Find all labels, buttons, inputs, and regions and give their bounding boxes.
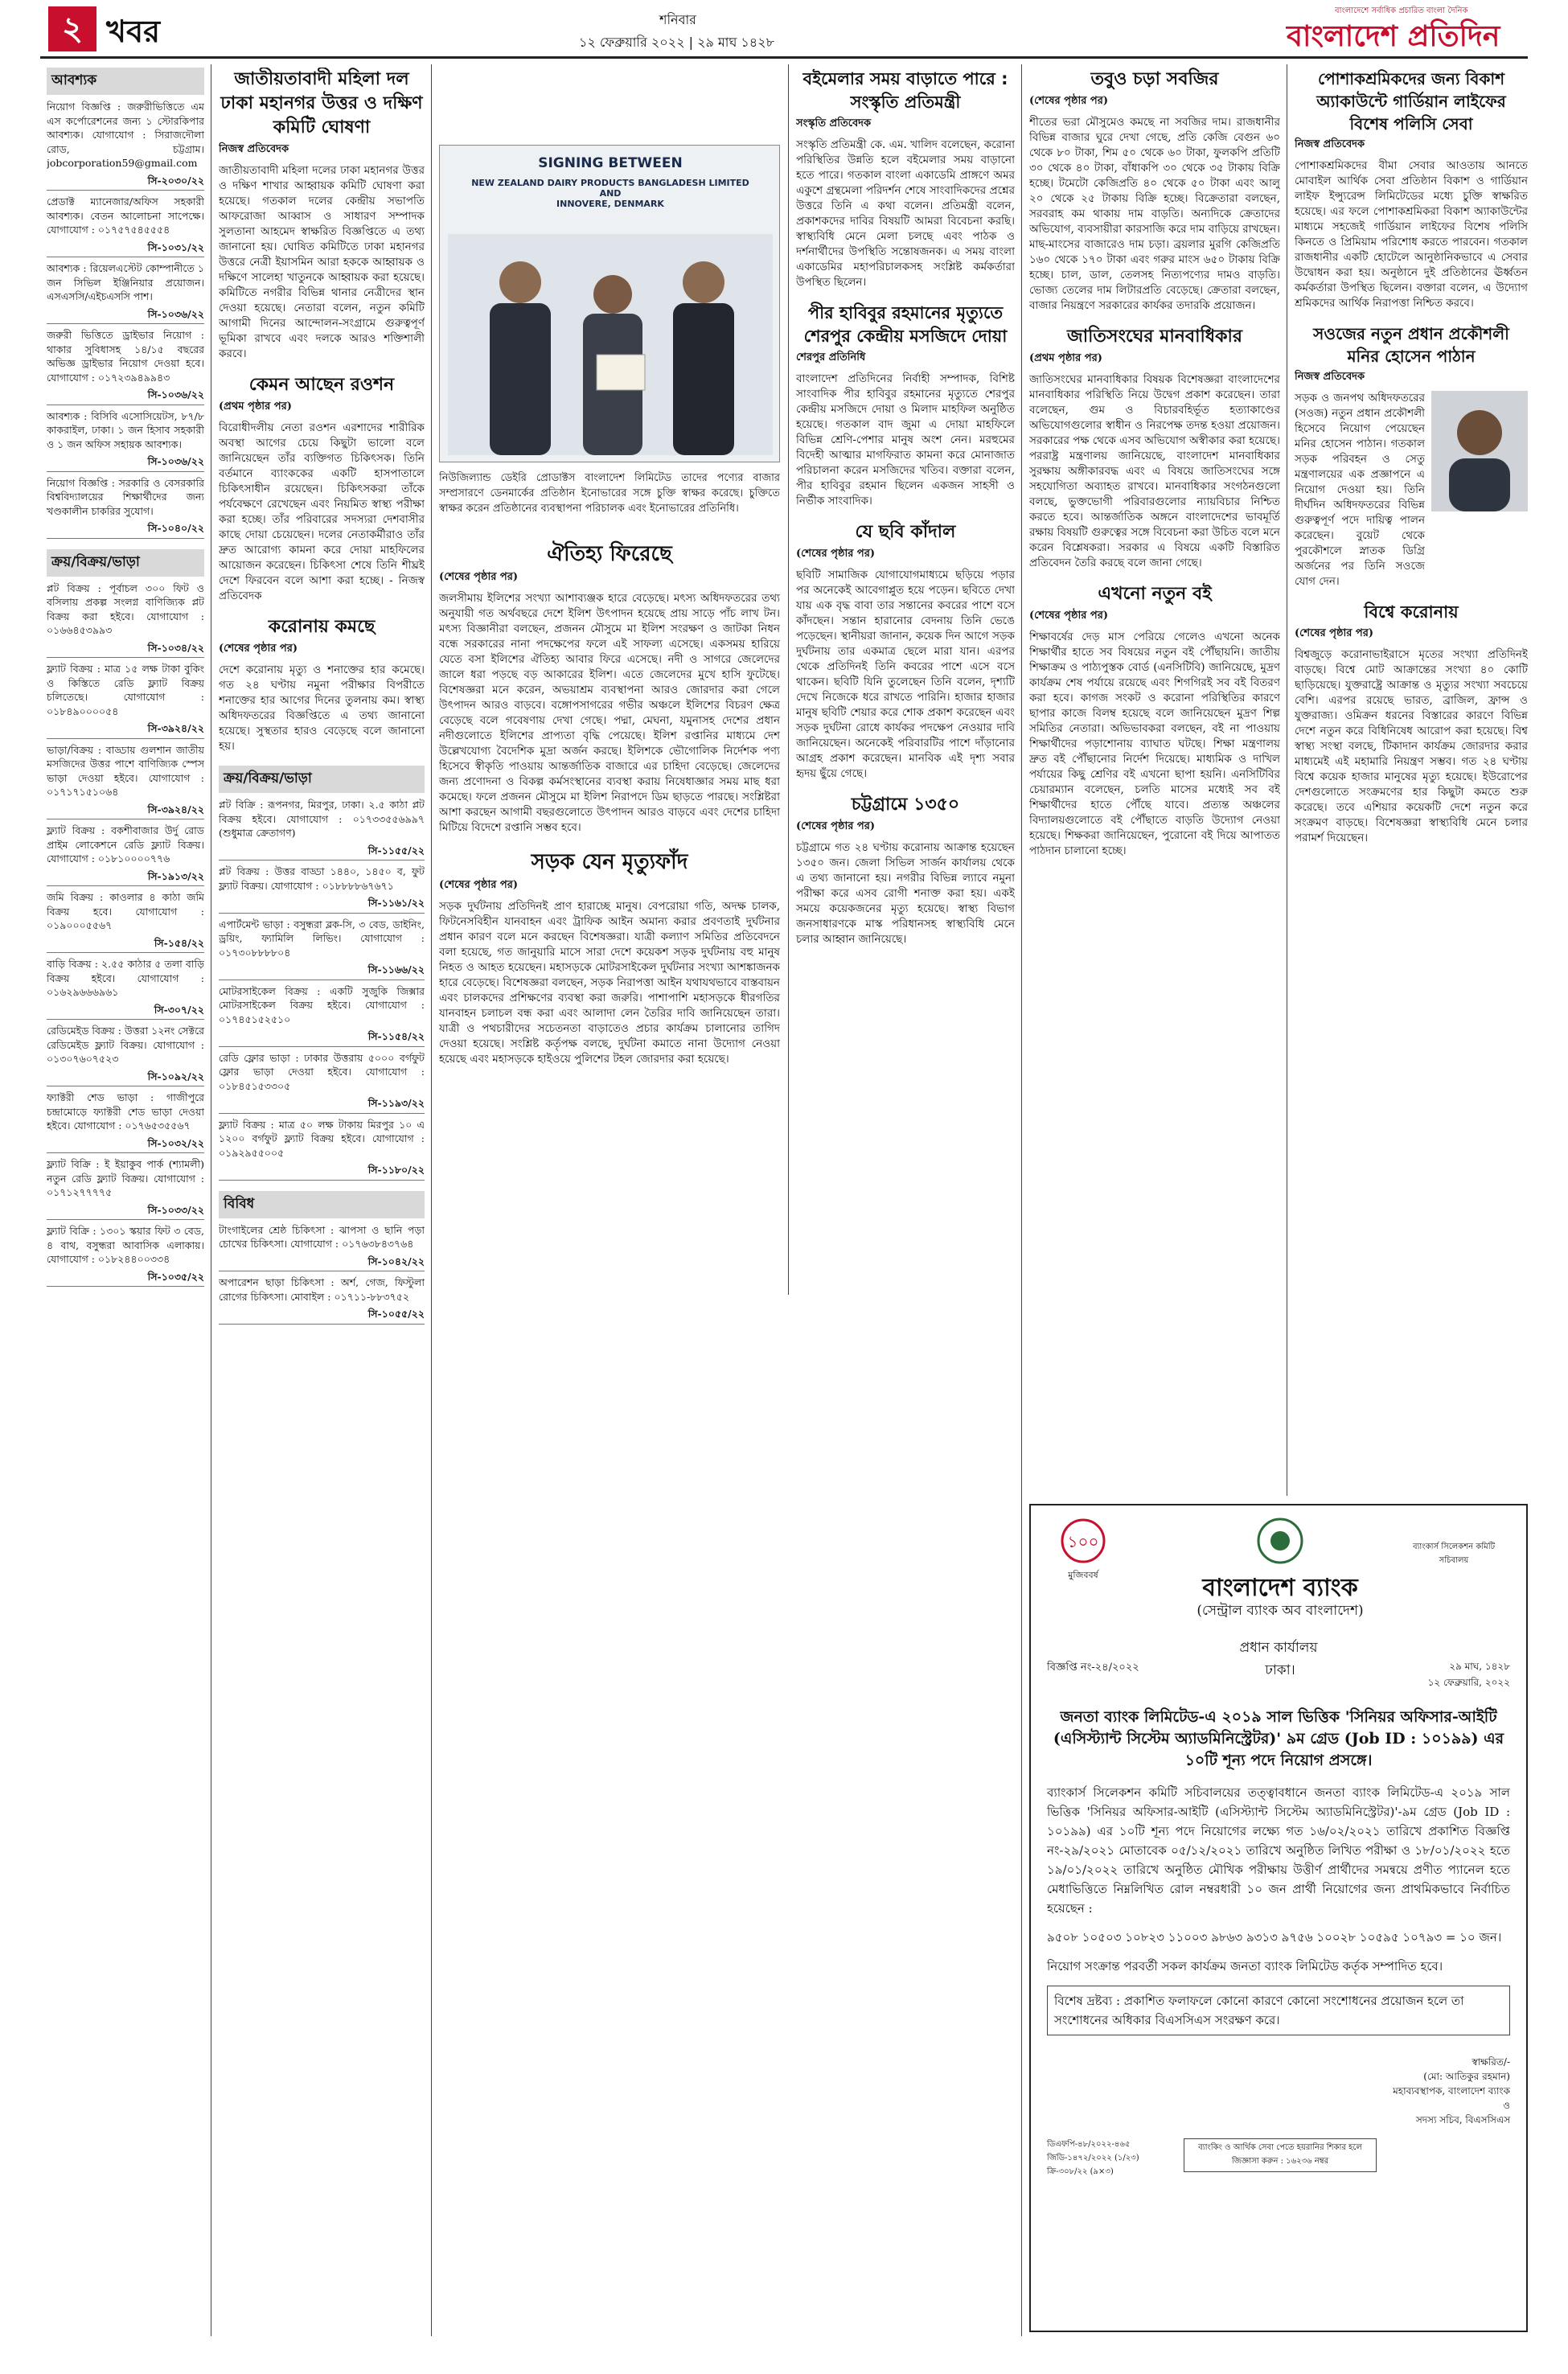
classified-heading: বিবিধ (219, 1191, 425, 1218)
section-title: খবর (106, 14, 161, 49)
classified-ref: সি-১০৩৫/২২ (47, 1270, 204, 1288)
column-4 (796, 68, 1015, 2335)
classified-ad: আবশ্যক : বিসিবি এসোসিয়েটস, ৮৭/৮ কাকরাইল, ঢাকা। ১ জন হিসাব সহকারী ও ১ জন অফিস সহায়ক আবশ্যক। (47, 409, 204, 450)
classified-ref: সি-১০৩৪/২২ (47, 641, 204, 659)
classified-list (219, 1223, 425, 1329)
article-body: জাতিসংঘের মানবাধিকার বিষয়ক বিশেষজ্ঞরা বাংলাদেশের মানবাধিকার পরিস্থিতি নিয়ে উদ্বেগ প্রকাশ করেছেন। তারা বলেছেন, গুম ও বিচারবহির্ভূত হত্যাকাণ্ডের অভিযোগগুলোর স্বাধীন ও নিরপেক্ষ তদন্ত হওয়া প্রয়োজন। সরকারের পক্ষ থেকে এসব অভিযোগ অস্বীকার করা হয়েছে। পররাষ্ট্র মন্ত্রণালয় জানিয়েছে, বাংলাদেশ মানবাধিকার সুরক্ষায় অঙ্গীকারবদ্ধ এবং এ বিষয়ে জাতিসংঘের সঙ্গে সহযোগিতা অব্যাহত রাখবে। মানবাধিকার সংগঠনগুলো বলছে, ভুক্তভোগী পরিবারগুলোর ন্যায়বিচার নিশ্চিত করতে হবে। আন্তর্জাতিক অঙ্গনে বাংলাদেশের ভাবমূর্তি রক্ষায় বিষয়টি গুরুত্বের সঙ্গে বিবেচনা করা উচিত বলে মনে করেন বিশ্লেষকরা। সরকার এ বিষয়ে একটি বিস্তারিত প্রতিবেদন তৈরি করছে বলে জানা গেছে। (1029, 373, 1280, 569)
classified-ref: সি-১০৩২/২২ (47, 1136, 204, 1154)
byline: (শেষের পৃষ্ঠার পর) (1029, 610, 1109, 622)
classified-ad: রেডিমেইড বিক্রয় : উত্তরা ১২নং সেক্টরে রেডিমেইড ফ্ল্যাট বিক্রয়। যোগাযোগ : ০১৩০৭৬০৭৫২৩ (47, 1025, 204, 1065)
classified-ad: ফ্যাক্টরী শেড ভাড়া : গাজীপুরে চন্দ্রামোড়ে ফ্যাক্টরী শেড ভাড়া দেওয়া হইবে। যোগাযোগ : ০১৭৬৫৩৫৫৬৭ (47, 1091, 204, 1132)
footer-codes: ডিএফপি-৪৮/২০২২-৪৬৫ জিডি-১৪৭২/২০২২ (১/২৩) ক্রি-৩০৮/২২ (৯×৩) (1047, 2140, 1139, 2176)
bank-seal (1256, 1517, 1304, 1568)
classified-heading: ক্রয়/বিক্রয়/ভাড়া (47, 549, 204, 577)
notice-para: নিয়োগ সংক্রান্ত পরবর্তী সকল কার্যক্রম জনতা ব্যাংক লিমিটেড কর্তৃক সম্পাদিত হবে। (1047, 1959, 1443, 1974)
headline: তবুও চড়া সবজির (1090, 69, 1219, 89)
byline: নিজস্ব প্রতিবেদক (219, 143, 289, 155)
bank-name: বাংলাদেশ ব্যাংক (1202, 1574, 1358, 1602)
headline: জাতীয়তাবাদী মহিলা দল ঢাকা মহানগর উত্তর ও দক্ষিণ কমিটি ঘোষণা (220, 69, 423, 138)
classified-ref: সি-১০৯২/২২ (47, 1070, 204, 1087)
article-body: ছবিটি সামাজিক যোগাযোগমাধ্যমে ছড়িয়ে পড়ার পর অনেকেই আবেগাপ্লুত হয়ে পড়েন। ছবিতে দেখা যায় এক বৃদ্ধ বাবা তার সন্তানের কবরের পাশে বসে কাঁদছেন। সন্তান হারানোর বেদনায় তিনি ভেঙে পড়েছেন। স্থানীয়রা জানান, কয়েক দিন আগে সড়ক দুর্ঘটনায় তার একমাত্র ছেলে মারা যান। এরপর থেকে প্রতিদিনই তিনি কবরের পাশে এসে বসে থাকেন। ছবিটি যিনি তুলেছেন তিনি বলেন, দৃশ্যটি দেখে নিজেকে ধরে রাখতে পারিনি। হাজার হাজার মানুষ ছবিটি শেয়ার করে শোক প্রকাশ করেছেন এবং সড়ক দুর্ঘটনা রোধে কার্যকর পদক্ষেপ নেওয়ার দাবি জানিয়েছেন। অনেকেই পরিবারটির পাশে দাঁড়ানোর আগ্রহ প্রকাশ করেছেন। মানবিক এই দৃশ্য সবার হৃদয় ছুঁয়ে গেছে। (796, 569, 1015, 780)
headline: পোশাকশ্রমিকদের জন্য বিকাশ অ্যাকাউন্টে গার্ডিয়ান লাইফের বিশেষ পলিসি সেবা (1316, 69, 1506, 133)
classified-list (47, 100, 204, 543)
page-number: ২ (61, 10, 83, 47)
classified-ref: সি-১০৪২/২২ (219, 1255, 425, 1272)
classified-ref: সি-১০৫৫/২২ (219, 1307, 425, 1325)
classified-ad: বাড়ি বিক্রয় : ২.৫৫ কাঠার ৫ তলা বাড়ি বিক্রয় হইবে। যোগাযোগ : ০১৬২৯৬৬৬৯৬১ (47, 958, 204, 998)
headline: বিশ্বে করোনায় (1364, 602, 1459, 622)
byline: (শেষের পৃষ্ঠার পর) (439, 571, 519, 583)
classified-ref: সি-১১৮০/২২ (219, 1163, 425, 1181)
ad-title-line: INNOVERE, DENMARK (556, 199, 664, 209)
article-body: সড়ক ও জনপথ অধিদফতরের (সওজ) নতুন প্রধান প্রকৌশলী হিসেবে নিয়োগ পেয়েছেন মনির হোসেন পাঠান। গতকাল সড়ক পরিবহন ও সেতু মন্ত্রণালয়ের এক প্রজ্ঞাপনে এ নিয়োগ দেওয়া হয়। তিনি দীর্ঘদিন অধিদফতরের বিভিন্ন গুরুত্বপূর্ণ পদে দায়িত্ব পালন করেছেন। বুয়েট থেকে পুরকৌশলে স্নাতক ডিগ্রি অর্জনের পর তিনি সওজে যোগ দেন। (1295, 392, 1425, 588)
col-divider (788, 64, 789, 1295)
byline: নিজস্ব প্রতিবেদক (1295, 371, 1365, 383)
headline: ঐতিহ্য ফিরেছে (547, 542, 672, 566)
classified-column-left (47, 68, 204, 2335)
notice-date-1: ২৯ মাঘ, ১৪২৮ (1449, 1661, 1510, 1672)
headline: এখনো নতুন বই (1098, 584, 1212, 604)
classified-list (47, 581, 204, 1292)
classified-ad: প্লট বিক্রয় : পূর্বাচল ৩০০ ফিট ও বসিলায় প্রকল্প সংলগ্ন বাণিজ্যিক প্লট বিক্রয় করা হইবে। যোগাযোগ : ০১৬৬৪৫৩৯৯৩ (47, 581, 204, 636)
classified-ref: সি-৩৯২৪/২২ (47, 803, 204, 820)
city: ঢাকা। (1265, 1662, 1295, 1678)
headline: সওজের নতুন প্রধান প্রকৌশলী মনির হোসেন পাঠান (1313, 324, 1509, 366)
classified-ad: প্লট বিক্রয় : উত্তর বাড্ডা ১৪৪০, ১৪৫০ ব, ফুট ফ্ল্যাট বিক্রয়। যোগাযোগ : ০১৮৮৮৮৬৭৬৭১ (219, 865, 425, 892)
classified-ref: সি-১০৩১/২২ (47, 240, 204, 258)
page-number-badge (48, 6, 96, 51)
signature-line: ও (1503, 2100, 1510, 2111)
classified-ref: সি-১১৫৫/২২ (219, 844, 425, 861)
article-body: জলসীমায় ইলিশের সংখ্যা আশাব্যঞ্জক হারে বেড়েছে। মৎস্য অধিদফতরের তথ্য অনুযায়ী গত অর্থবছরে দেশে ইলিশ উৎপাদন হয়েছে প্রায় সাড়ে পাঁচ লাখ টন। মৎস্য বিজ্ঞানীরা বলছেন, প্রজনন মৌসুমে মা ইলিশ সংরক্ষণ ও জাটকা নিধন বন্ধে সরকারের নানা পদক্ষেপের ফলে এই সাফল্য এসেছে। একসময় হারিয়ে যেতে বসা ইলিশের ঐতিহ্য আবার ফিরে এসেছে। নদী ও সাগরে জেলেদের জালে ধরা পড়ছে বড় আকারের ইলিশ। এতে জেলেদের মুখে হাসি ফুটেছে। বিশেষজ্ঞরা মনে করেন, অভয়াশ্রম ব্যবস্থাপনা আরও জোরদার করা গেলে উৎপাদন আরও বাড়বে। বঙ্গোপসাগরের গভীর অঞ্চলে ইলিশের বিচরণ ক্ষেত্র বেড়েছে বলে গবেষণায় দেখা গেছে। পদ্মা, মেঘনা, যমুনাসহ দেশের প্রধান নদীগুলোতে ইলিশের প্রাপ্যতা বৃদ্ধি পেয়েছে। ইলিশ রপ্তানির মাধ্যমে দেশ উল্লেখযোগ্য বৈদেশিক মুদ্রা অর্জন করছে। ইলিশকে ভৌগোলিক নির্দেশক পণ্য হিসেবে স্বীকৃতি পাওয়ায় আন্তর্জাতিক বাজারে এর চাহিদা বেড়েছে। জেলেদের জন্য প্রণোদনা ও বিকল্প কর্মসংস্থানের ব্যবস্থা করায় নিষেধাজ্ঞার সময় মাছ ধরা কমেছে। ফলে প্রজনন মৌসুমে মা ইলিশ নিরাপদে ডিম ছাড়তে পারছে। সংশ্লিষ্টরা আশা করছেন আগামী বছরগুলোতে উৎপাদন আরও বাড়বে এবং দেশের চাহিদা মিটিয়ে বিদেশে রপ্তানি সম্ভব হবে। (439, 592, 780, 834)
classified-ad: প্লট বিক্রি : রূপনগর, মিরপুর, ঢাকা। ২.৫ কাঠা প্লট বিক্রয় হইবে। যোগাযোগ : ০১৭৩৩৫৫৬৯৯৭ (শুধুমাত্র ক্রেতাগণ) (219, 799, 425, 839)
date-line: ১২ ফেব্রুয়ারি ২০২২ | ২৯ মাঘ ১৪২৮ (579, 35, 774, 50)
classified-ref: সি-৩০৭/২২ (47, 1003, 204, 1021)
article-body: বিরোধীদলীয় নেতা রওশন এরশাদের শারীরিক অবস্থা আগের চেয়ে কিছুটা ভালো বলে জানিয়েছেন তাঁর ব্যক্তিগত চিকিৎসক। তিনি বর্তমানে ব্যাংককের একটি হাসপাতালে চিকিৎসাধীন রয়েছেন। চিকিৎসকরা তাঁকে পর্যবেক্ষণে রেখেছেন এবং নিয়মিত স্বাস্থ্য পরীক্ষা করা হচ্ছে। তাঁর পরিবারের সদস্যরা দেশবাসীর কাছে দোয়া চেয়েছেন। দলের নেতাকর্মীরাও তাঁর দ্রুত আরোগ্য কামনা করে দোয়া মাহফিলের আয়োজন করেছেন। চিকিৎসা শেষে তিনি শীঘ্রই দেশে ফিরবেন বলে আশা করা হচ্ছে। - নিজস্ব প্রতিবেদক (219, 421, 425, 602)
article-body: বিশ্বজুড়ে করোনাভাইরাসে মৃতের সংখ্যা প্রতিদিনই বাড়ছে। বিশ্বে মোট আক্রান্তের সংখ্যা ৪০ কোটি ছাড়িয়েছে। যুক্তরাষ্ট্রে আক্রান্ত ও মৃত্যুর সংখ্যা সবচেয়ে বেশি। এরপর রয়েছে ভারত, ব্রাজিল, ফ্রান্স ও যুক্তরাজ্য। ওমিক্রন ধরনের বিস্তারের কারণে বিভিন্ন দেশে নতুন করে বিধিনিষেধ আরোপ করা হয়েছে। বিশ্ব স্বাস্থ্য সংস্থা বলছে, টিকাদান কার্যক্রম জোরদার করার মাধ্যমেই এই মহামারি নিয়ন্ত্রণ সম্ভব। গত ২৪ ঘণ্টায় বিশ্বে কয়েক হাজার মানুষের মৃত্যু হয়েছে। ইউরোপের দেশগুলোতে সংক্রমণের হার কিছুটা কমতে শুরু করেছে। তবে এশিয়ার কয়েকটি দেশে নতুন করে সংক্রমণ বাড়ছে। বিশেষজ্ঞরা স্বাস্থ্যবিধি মেনে চলার পরামর্শ দিয়েছেন। (1295, 648, 1528, 844)
byline: (শেষের পৃষ্ঠার পর) (219, 643, 298, 655)
headline: সড়ক যেন মৃত্যুফাঁদ (531, 850, 688, 874)
masthead-logo: বাংলাদেশ প্রতিদিন (1287, 20, 1500, 53)
ad-title-line: SIGNING BETWEEN (538, 155, 683, 171)
signing-photo-ad (439, 145, 780, 462)
classified-ad: ভাড়া/বিক্রয় : বাড্ডায় গুলশান জাতীয় মসজিদের উত্তর পাশে বাণিজ্যিক স্পেস ভাড়া দেওয়া হইবে। যোগাযোগ : ০১৭১৭১৫১০৬৪ (47, 743, 204, 798)
column-6 (1295, 68, 1528, 1491)
column-5 (1029, 68, 1280, 1491)
classified-ad: রেডি ফ্লোর ভাড়া : ঢাকার উত্তরায় ৫০০০ বর্গফুট ফ্লোর ভাড়া দেওয়া হইবে। যোগাযোগ : ০১৮৪৫১৫৩৩০৫ (219, 1051, 425, 1092)
day-label: শনিবার (659, 12, 696, 27)
bank-seal-icon (1256, 1517, 1304, 1565)
column-2 (219, 68, 425, 2335)
classified-ad: জমি বিক্রয় : কাওলার ৪ কাঠা জমি বিক্রয় হবে। যোগাযোগ : ০১৯০০০৫৫৬৭ (47, 891, 204, 931)
classified-ref: সি-১৫৪/২২ (47, 936, 204, 954)
notice-headline: জনতা ব্যাংক লিমিটেড-এ ২০১৯ সাল ভিত্তিক 'সিনিয়র অফিসার-আইটি (এসিস্ট্যান্ট সিস্টেম অ্যাডমিনিস্ট্রেটর)' ৯ম গ্রেড (Job ID : ১০১৯৯) এর ১০টি শূন্য পদে নিয়োগ প্রসঙ্গে। (1053, 1708, 1504, 1769)
article-body: জাতীয়তাবাদী মহিলা দলের ঢাকা মহানগর উত্তর ও দক্ষিণ শাখার আহ্বায়ক কমিটি ঘোষণা করা হয়েছে। গতকাল দলের কেন্দ্রীয় সভাপতি আফরোজা আব্বাস ও সাধারণ সম্পাদক সুলতানা আহমেদ স্বাক্ষরিত বিজ্ঞপ্তিতে এ তথ্য জানানো হয়। ঘোষিত কমিটিতে ঢাকা মহানগর উত্তরে নেত্রী ইয়াসমিন আরা হককে আহ্বায়ক ও দক্ষিণে সালেহা খাতুনকে আহ্বায়ক করা হয়েছে। কমিটিতে নগরীর বিভিন্ন থানার নেত্রীদের স্থান দেওয়া হয়েছে। নেতারা বলেন, নতুন কমিটি আগামী দিনের আন্দোলন-সংগ্রামে গুরুত্বপূর্ণ ভূমিকা রাখবে এবং দলকে আরও শক্তিশালী করবে। (219, 164, 425, 360)
col-divider (1021, 64, 1022, 2336)
classified-ad: আবশ্যক : রিয়েলএস্টেট কোম্পানীতে ১ জন সিভিল ইঞ্জিনিয়ার প্রয়োজন। এসএসসি/এইচএসসি পাশ। (47, 262, 204, 302)
signing-photo (448, 234, 773, 455)
classified-list (219, 798, 425, 1185)
roll-numbers: ৯৫০৮ ১০৫০৩ ১০৮২৩ ১১০০৩ ৯৮৬৩ ৯৩১৩ ৯৭৫৬ ১০০২৮ ১০৫৯৫ ১০৭৯৩ = ১০ জন। (1047, 1930, 1502, 1945)
byline: নিজস্ব প্রতিবেদক (1295, 138, 1365, 150)
classified-ref: সি-১১৫৪/২২ (219, 1029, 425, 1047)
classified-ref: সি-১১৬৬/২২ (219, 963, 425, 980)
signature-line: মহাব্যবস্থাপক, বাংলাদেশ ব্যাংক (1393, 2085, 1510, 2097)
headline: কেমন আছেন রওশন (248, 375, 395, 395)
byline: (শেষের পৃষ্ঠার পর) (439, 879, 519, 891)
classified-ad: ফ্ল্যাট বিক্রয় : মাত্র ৫০ লক্ষ টাকায় মিরপুর ১০ এ ১২০০ বর্গফুট ফ্ল্যাট বিক্রয় হইবে। যোগাযোগ : ০১৯২৯৫৫০০৫ (219, 1118, 425, 1159)
classified-ad: জরুরী ভিত্তিতে ড্রাইভার নিয়োগ : থাকার সুবিধাসহ ১৪/১৫ বছরের অভিজ্ঞ ড্রাইভার নিয়োগ দেওয়া হবে। যোগাযোগ : ০১৭২৩৯৪৯৯৪৩ (47, 329, 204, 384)
classified-ref: সি-২০৩০/২২ (47, 174, 204, 191)
byline: (শেষের পৃষ্ঠার পর) (1029, 95, 1109, 107)
signature-line: সদস্য সচিব, বিএসসিএস (1415, 2114, 1510, 2126)
logo-caption: মুজিববর্ষ (1068, 1570, 1098, 1580)
classified-ad: ফ্ল্যাট বিক্রয় : বকশীবাজার উর্দু রোড প্রাইম লোকেশনে রেডি ফ্ল্যাট বিক্রয়। যোগাযোগ : ০১৮১০০০০৭৭৬ (47, 824, 204, 865)
headline: করোনায় কমছে (268, 617, 376, 637)
article-body: শিক্ষাবর্ষের দেড় মাস পেরিয়ে গেলেও এখনো অনেক শিক্ষার্থীর হাতে সব বিষয়ের নতুন বই পৌঁছায়নি। জাতীয় শিক্ষাক্রম ও পাঠ্যপুস্তক বোর্ড (এনসিটিবি) জানিয়েছে, মুদ্রণ কার্যক্রম শেষ পর্যায়ে রয়েছে এবং শিগগিরই সব বই বিতরণ করা হবে। কাগজ সংকট ও করোনা পরিস্থিতির কারণে ছাপার কাজে বিলম্ব হয়েছে বলে জানিয়েছেন মুদ্রণ শিল্প সমিতির নেতারা। অভিভাবকরা বলছেন, বই না পাওয়ায় শিক্ষার্থীদের পড়াশোনায় ব্যাঘাত ঘটছে। শিক্ষা মন্ত্রণালয় দ্রুত বই পৌঁছানোর নির্দেশ দিয়েছে। মাধ্যমিক ও দাখিল পর্যায়ের কিছু শ্রেণির বই এখনো ছাপা হয়নি। এনসিটিবির চেয়ারম্যান বলেছেন, চলতি মাসের মধ্যেই সব বই শিক্ষার্থীদের হাতে পৌঁছে যাবে। প্রত্যন্ত অঞ্চলের বিদ্যালয়গুলোতে বই পৌঁছাতে বাড়তি উদ্যোগ নেওয়া হয়েছে। শিক্ষকরা জানিয়েছেন, পুরোনো বই দিয়ে আপাতত পাঠদান চালানো হচ্ছে। (1029, 630, 1280, 857)
classified-heading: ক্রয়/বিক্রয়/ভাড়া (219, 766, 425, 793)
classified-ref: সি-১৯১৩/২২ (47, 869, 204, 887)
classified-heading: আবশ্যক (47, 68, 204, 95)
portrait-icon (1431, 391, 1528, 511)
byline: সংস্কৃতি প্রতিবেদক (796, 117, 872, 129)
headline: পীর হাবিবুর রহমানের মৃত্যুতে শেরপুর কেন্দ্রীয় মসজিদে দোয়া (803, 303, 1008, 346)
signature-block (1047, 2055, 1510, 2127)
headline: চট্টগ্রামে ১৩৫০ (851, 795, 960, 815)
ad-caption: নিউজিল্যান্ড ডেইরি প্রোডাক্টস বাংলাদেশ লিমিটেড তাদের পণ্যের বাজার সম্প্রসারণে ডেনমার্কের প্রতিষ্ঠান ইনোভারের সঙ্গে চুক্তি স্বাক্ষর করেছে। চুক্তিতে স্বাক্ষর করেন প্রতিষ্ঠানের ব্যবস্থাপনা পরিচালক এবং ইনোভারের প্রতিনিধি। (439, 472, 780, 515)
ad-title (440, 155, 781, 209)
headline: জাতিসংঘের মানবাধিকার (1067, 327, 1242, 347)
column-3 (439, 540, 780, 2334)
article-body: বাংলাদেশ প্রতিদিনের নির্বাহী সম্পাদক, বিশিষ্ট সাংবাদিক পীর হাবিবুর রহমানের মৃত্যুতে শেরপুর কেন্দ্রীয় মসজিদে দোয়া ও মিলাদ মাহফিল অনুষ্ঠিত হয়েছে। গতকাল বাদ জুমা এ দোয়া মাহফিলে বিভিন্ন শ্রেণি-পেশার মানুষ অংশ নেন। মরহুমের বিদেহী আত্মার মাগফিরাত কামনা করে মোনাজাত পরিচালনা করেন মসজিদের খতিব। বক্তারা বলেন, পীর হাবিবুর রহমান ছিলেন একজন সাহসী ও নির্ভীক সাংবাদিক। (796, 372, 1015, 507)
article-body: সংস্কৃতি প্রতিমন্ত্রী কে. এম. খালিদ বলেছেন, করোনা পরিস্থিতির উন্নতি হলে বইমেলার সময় বাড়ানো হতে পারে। গতকাল বাংলা একাডেমি প্রাঙ্গণে অমর একুশে গ্রন্থমেলা পরিদর্শন শেষে সাংবাদিকদের প্রশ্নের উত্তরে তিনি এ কথা বলেন। প্রতিমন্ত্রী বলেন, প্রকাশকদের দাবির বিষয়টি আমরা বিবেচনা করছি। স্বাস্থ্যবিধি মেনে মেলা চলছে এবং পাঠক ও দর্শনার্থীদের উপস্থিতি সন্তোষজনক। এ সময় বাংলা একাডেমির মহাপরিচালকসহ সংশ্লিষ্ট কর্মকর্তারা উপস্থিত ছিলেন। (796, 138, 1015, 289)
office: প্রধান কার্যালয় (1239, 1640, 1318, 1656)
notice-number: বিজ্ঞপ্তি নং-২৪/২০২২ (1047, 1661, 1139, 1674)
classified-ad: নিয়োগ বিজ্ঞপ্তি : জরুরীভিত্তিতে এম এস কর্পোরেশনের জন্য ১ স্টোরকিপার আবশ্যক। যোগাযোগ : সিরাজদৌলা রোড, চট্টগ্রাম। jobcorporation59@gmail.com (47, 101, 204, 169)
classified-ad: টাংগাইলের শ্রেষ্ঠ চিকিৎসা : ঝাপসা ও ছানি পড়া চোখের চিকিৎসা। যোগাযোগ : ০১৭৬৩৮৪৩৭৬৪ (219, 1223, 425, 1250)
byline: (প্রথম পৃষ্ঠার পর) (219, 400, 292, 413)
bank-notice (1029, 1504, 1528, 2332)
headline: বইমেলার সময় বাড়াতে পারে : সংস্কৃতি প্রতিমন্ত্রী (802, 69, 1008, 112)
classified-ad: প্রেডাক্ট ম্যানেজার/অফিস সহকারী আবশ্যক। বেতন আলোচনা সাপেক্ষে। যোগাযোগ : ০১৭৫৭৫৪৫৫৫৪ (47, 195, 204, 236)
classified-ad: মোটরসাইকেল বিক্রয় : একটি সুজুকি জিক্সার মোটরসাইকেল বিক্রয় হইবে। যোগাযোগ : ০১৭৪৫১৫২৫১০ (219, 984, 425, 1025)
classified-ad: ফ্ল্যাট বিক্রি : ১৩০১ স্কয়ার ফিট ৩ বেড, ৪ বাথ, বসুন্ধরা আবাসিক এলাকায়। যোগাযোগ : ০১৮২৪৪০০৩৩৪ (47, 1225, 204, 1265)
classified-ref: সি-১১৬১/২২ (219, 896, 425, 914)
page-header (0, 0, 1568, 58)
classified-ref: সি-১০৩৩/২২ (47, 1203, 204, 1221)
classified-ad: এপার্টমেন্ট ভাড়া : বসুন্ধরা ব্লক-সি, ৩ বেড, ডাইনিং, ড্রয়িং, ফ্যামিলি লিভিং। যোগাযোগ : ০১৭৩০৮৮৮৮০৪ (219, 918, 425, 959)
classified-ad: নিয়োগ বিজ্ঞপ্তি : সরকারি ও বেসরকারি বিশ্ববিদ্যালয়ের শিক্ষার্থীদের জন্য খণ্ডকালীন চাকরির সুযোগ। (47, 476, 204, 517)
byline: (প্রথম পৃষ্ঠার পর) (1029, 352, 1102, 364)
headline: যে ছবি কাঁদাল (855, 522, 956, 542)
classified-ref: সি-৩৯২৪/২২ (47, 721, 204, 739)
classified-ref: সি-১০৪০/২২ (47, 521, 204, 539)
ad-title-line: NEW ZEALAND DAIRY PRODUCTS BANGLADESH LIMITED (471, 178, 749, 188)
article-body: চট্টগ্রামে গত ২৪ ঘণ্টায় করোনায় আক্রান্ত হয়েছেন ১৩৫০ জন। জেলা সিভিল সার্জন কার্যালয় থেকে এ তথ্য জানানো হয়। নগরীর বিভিন্ন ল্যাবে নমুনা পরীক্ষা করে এসব রোগী শনাক্ত করা হয়। একই সময়ে কয়েকজনের মৃত্যু হয়েছে। স্বাস্থ্য বিভাগ জনসাধারণকে মাস্ক পরিধানসহ স্বাস্থ্যবিধি মেনে চলার আহ্বান জানিয়েছে। (796, 841, 1015, 946)
header-rule (40, 56, 1528, 59)
article-body: শীতের ভরা মৌসুমেও কমছে না সবজির দাম। রাজধানীর বিভিন্ন বাজার ঘুরে দেখা গেছে, প্রতি কেজি বেগুন ৬০ থেকে ৮০ টাকা, শিম ৫০ থেকে ৬০ টাকা, ফুলকপি প্রতিটি ৩০ থেকে ৪০ টাকা, বাঁধাকপি ৩০ থেকে ৩৫ টাকায় বিক্রি হচ্ছে। টমেটো কেজিপ্রতি ৪০ থেকে ৫০ টাকা এবং আলু ২০ থেকে ২৫ টাকায় বিক্রি হচ্ছে। বিক্রেতারা বলছেন, সরবরাহ কম থাকায় দাম বাড়তি। অন্যদিকে ক্রেতাদের অভিযোগ, ব্যবসায়ীরা কারসাজি করে দাম বাড়িয়ে রাখছেন। মাছ-মাংসের বাজারেও দাম চড়া। ব্রয়লার মুরগি কেজিপ্রতি ১৬০ থেকে ১৭০ টাকা এবং গরুর মাংস ৬৫০ টাকায় বিক্রি হচ্ছে। চাল, ডাল, তেলসহ নিত্যপণ্যের দামও বাড়তি। ভোজ্য তেলের দাম লিটারপ্রতি বেড়েছে। ক্রেতারা বলছেন, বাজার নিয়ন্ত্রণে সরকারের কার্যকর তদারকি প্রয়োজন। (1029, 116, 1280, 312)
ad-title-line: AND (599, 188, 622, 199)
notice-date-2: ১২ ফেব্রুয়ারি, ২০২২ (1427, 1677, 1510, 1688)
mujib-year-icon (1055, 1517, 1111, 1565)
classified-ad: ফ্ল্যাট বিক্রয় : মাত্র ১৫ লক্ষ টাকা বুকিং ও কিস্তিতে রেডি ফ্ল্যাট বিক্রয় চলিতেছে। যোগাযোগ : ০১৮৪৯০০০০৫৪ (47, 663, 204, 717)
article-body: সড়ক দুর্ঘটনায় প্রতিদিনই প্রাণ হারাচ্ছে মানুষ। বেপরোয়া গতি, অদক্ষ চালক, ফিটনেসবিহীন যানবাহন এবং ট্রাফিক আইন অমান্য করার প্রবণতাই দুর্ঘটনার প্রধান কারণ বলে মনে করছেন বিশেষজ্ঞরা। যাত্রী কল্যাণ সমিতির প্রতিবেদনে বলা হয়েছে, গত জানুয়ারি মাসে সারা দেশে কয়েকশ সড়ক দুর্ঘটনায় বহু মানুষ নিহত ও আহত হয়েছেন। মহাসড়কে মোটরসাইকেল দুর্ঘটনার সংখ্যা আশঙ্কাজনক হারে বেড়েছে। বিশেষজ্ঞরা বলছেন, সড়ক নিরাপত্তা আইন যথাযথভাবে বাস্তবায়ন এবং চালকদের প্রশিক্ষণের ব্যবস্থা করা জরুরি। পাশাপাশি মহাসড়কে ধীরগতির যানবাহন চলাচল বন্ধ করা এবং আলাদা লেন তৈরির দাবি জানিয়েছেন তারা। যাত্রী ও পথচারীদের সচেতনতা বাড়াতেও প্রচার কার্যক্রম চালানোর তাগিদ দেওয়া হয়েছে। সংশ্লিষ্ট কর্তৃপক্ষ বলছে, দুর্ঘটনা কমাতে নানা উদ্যোগ নেওয়া হয়েছে এবং মহাসড়কে হাইওয়ে পুলিশের টহল জোরদার করা হয়েছে। (439, 900, 780, 1066)
byline: (শেষের পৃষ্ঠার পর) (1295, 627, 1374, 639)
signature-line: স্বাক্ষরিত/- (1472, 2056, 1510, 2068)
article-body: দেশে করোনায় মৃত্যু ও শনাক্তের হার কমেছে। গত ২৪ ঘণ্টায় নমুনা পরীক্ষার বিপরীতে শনাক্তের হার আগের দিনের তুলনায় কম। স্বাস্থ্য অধিদফতরের বিজ্ঞপ্তিতে এ তথ্য জানানো হয়েছে। সুস্থতার হারও বেড়েছে বলে জানানো হয়। (219, 663, 425, 753)
classified-ref: সি-১০৩৬/২২ (47, 454, 204, 472)
col-divider (431, 64, 432, 2336)
portrait-photo (1431, 391, 1528, 511)
classified-ref: সি-১০৩৬/২২ (47, 388, 204, 405)
article-body: পোশাকশ্রমিকদের বীমা সেবার আওতায় আনতে মোবাইল আর্থিক সেবা প্রতিষ্ঠান বিকাশ ও গার্ডিয়ান লাইফ ইন্স্যুরেন্স লিমিটেডের মধ্যে চুক্তি স্বাক্ষরিত হয়েছে। এর ফলে পোশাকশ্রমিকরা বিকাশ অ্যাকাউন্টের মাধ্যমে সহজেই গার্ডিয়ান লাইফের বিশেষ পলিসি কিনতে ও প্রিমিয়াম পরিশোধ করতে পারবেন। গতকাল রাজধানীর একটি হোটেলে আনুষ্ঠানিকভাবে এ সেবার উদ্বোধন করা হয়। অনুষ্ঠানে দুই প্রতিষ্ঠানের ঊর্ধ্বতন কর্মকর্তারা উপস্থিত ছিলেন। বক্তারা বলেন, এ উদ্যোগ শ্রমিকদের আর্থিক নিরাপত্তা নিশ্চিত করবে। (1295, 159, 1528, 310)
classified-ad: ফ্ল্যাট বিক্রি : ই ইয়াকুব পার্ক (শ্যামলী) নতুন রেডি ফ্ল্যাট বিক্রয়। যোগাযোগ : ০১৭১২৭৭৭৭৫ (47, 1158, 204, 1198)
byline: শেরপুর প্রতিনিধি (796, 351, 866, 363)
notice-body: ব্যাংকার্স সিলেকশন কমিটি সচিবালয়ের তত্ত্বাবধানে জনতা ব্যাংক লিমিটেড-এ ২০১৯ সাল ভিত্তিক 'সিনিয়র অফিসার-আইটি (এসিস্ট্যান্ট সিস্টেম অ্যাডমিনিস্ট্রেটর)'-৯ম গ্রেড (Job ID : ১০১৯৯) এর ১০টি শূন্য পদে নিয়োগের লক্ষ্যে গত ১৬/০২/২০২১ তারিখে প্রকাশিত বিজ্ঞপ্তি নং-২৯/২০২১ মোতাবেক ০৫/১২/২০২১ তারিখে অনুষ্ঠিত লিখিত পরীক্ষা ও ১৮/০১/২০২২ হতে ১৯/০১/২০২২ তারিখে অনুষ্ঠিত মৌখিক পরীক্ষায় উত্তীর্ণ প্রার্থীদের সমন্বয়ে প্রণীত প্যানেল হতে মেধাভিত্তিতে নিম্নলিখিত রোল নম্বরধারী ১০ জন প্রার্থী নিয়োগের জন্য প্রাথমিকভাবে নির্বাচিত হয়েছেন : (1047, 1785, 1510, 1916)
byline: (শেষের পৃষ্ঠার পর) (796, 820, 876, 832)
classified-ref: সি-১০৩৬/২২ (47, 307, 204, 325)
classified-ref: সি-১১৯৩/২২ (219, 1096, 425, 1114)
svg-text:১০০: ১০০ (1067, 1532, 1099, 1551)
bank-subtitle: (সেন্ট্রাল ব্যাংক অব বাংলাদেশ) (1197, 1603, 1364, 1619)
classified-ad: অপারেশন ছাড়া চিকিৎসা : অর্শ, গেজ, ফিস্টুলা রোগের চিকিৎসা। মোবাইল : ০১৭১১-৮৮৩৭৫২ (219, 1276, 425, 1303)
signature-line: (মো: আতিকুর রহমান) (1423, 2071, 1510, 2082)
masthead-tagline: বাংলাদেশে সর্বাধিক প্রচারিত বাংলা দৈনিক (1335, 6, 1468, 15)
footer-helpline: ব্যাংকিং ও আর্থিক সেবা পেতে হয়রানির শিকার হলে জিজ্ঞাসা করুন : ১৬২৩৬ নম্বর (1184, 2138, 1377, 2172)
bsc-secretariat: ব্যাংকার্স সিলেকশন কমিটি সচিবালয় (1412, 1542, 1496, 1565)
byline: (শেষের পৃষ্ঠার পর) (796, 548, 876, 560)
notice-special: বিশেষ দ্রষ্টব্য : প্রকাশিত ফলাফলে কোনো কারণে কোনো সংশোধনের প্রয়োজন হলে তা সংশোধনের অধিকার বিএসসিএস সংরক্ষণ করে। (1047, 1986, 1510, 2035)
